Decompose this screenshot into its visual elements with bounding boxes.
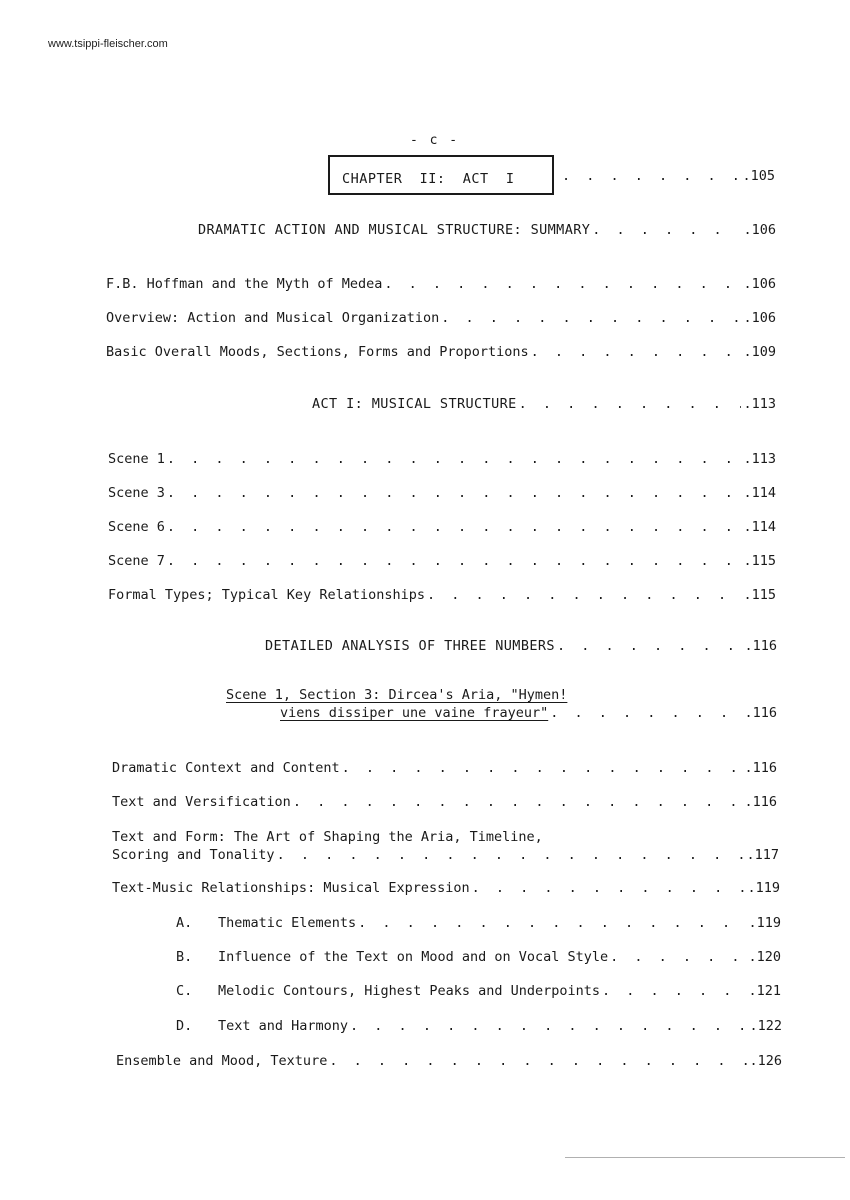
toc-entry bbox=[108, 587, 776, 603]
page-number: .119 bbox=[748, 915, 781, 931]
entry-label: Formal Types; Typical Key Relationships bbox=[108, 587, 425, 603]
toc-heading-aria bbox=[280, 705, 777, 721]
toc-subentry bbox=[176, 949, 781, 965]
entry-label: Overview: Action and Musical Organization bbox=[106, 310, 440, 326]
toc-heading-analysis bbox=[265, 638, 777, 654]
toc-entry bbox=[108, 553, 776, 569]
toc-subentry bbox=[176, 1018, 782, 1034]
toc-entry bbox=[112, 794, 777, 810]
toc-subentry bbox=[176, 983, 781, 999]
page-number: .122 bbox=[749, 1018, 782, 1034]
scan-edge-line bbox=[565, 1157, 845, 1158]
entry-label: F.B. Hoffman and the Myth of Medea bbox=[106, 276, 383, 292]
toc-entry-text-form bbox=[112, 847, 779, 863]
entry-label: Basic Overall Moods, Sections, Forms and Proportions bbox=[106, 344, 529, 360]
toc-entry bbox=[106, 310, 776, 326]
entry-label: Text and Versification bbox=[112, 794, 291, 810]
page-number: .113 bbox=[743, 396, 776, 412]
entry-label: Text and Harmony bbox=[218, 1018, 349, 1034]
toc-entry bbox=[106, 344, 776, 360]
toc-entry bbox=[112, 760, 777, 776]
toc-heading-structure bbox=[312, 396, 776, 412]
sub-letter: D. bbox=[176, 1018, 193, 1034]
page-number: .113 bbox=[743, 451, 776, 467]
dot-leader bbox=[472, 880, 746, 896]
page-number: .116 bbox=[744, 760, 777, 776]
website-url: www.tsippi-fleischer.com bbox=[48, 38, 168, 50]
dot-leader bbox=[167, 451, 742, 467]
entry-label: Text-Music Relationships: Musical Expression bbox=[112, 880, 470, 896]
page-number: .126 bbox=[749, 1053, 782, 1069]
page-number: .106 bbox=[743, 222, 776, 238]
sub-letter: C. bbox=[176, 983, 193, 999]
dot-leader bbox=[602, 983, 746, 999]
text-form-line1: Text and Form: The Art of Shaping the Aria, Timeline, bbox=[112, 829, 543, 845]
page-number: .116 bbox=[744, 794, 777, 810]
dot-leader bbox=[167, 519, 742, 535]
page-number: .121 bbox=[748, 983, 781, 999]
dot-leader bbox=[519, 396, 742, 412]
toc-entry bbox=[108, 485, 776, 501]
entry-label: Melodic Contours, Highest Peaks and Underpoints bbox=[218, 983, 601, 999]
dot-leader bbox=[441, 310, 741, 326]
dot-leader bbox=[350, 1018, 747, 1034]
entry-label: Scoring and Tonality bbox=[112, 847, 275, 863]
page-number: .106 bbox=[743, 276, 776, 292]
toc-entry bbox=[116, 1053, 782, 1069]
entry-label: Thematic Elements bbox=[218, 915, 357, 931]
page-marker: - c - bbox=[410, 133, 460, 148]
dot-leader bbox=[167, 553, 742, 569]
entry-label: Scene 3 bbox=[108, 485, 165, 501]
dot-leader bbox=[592, 222, 741, 238]
page-number: .114 bbox=[743, 485, 776, 501]
chapter-title-box bbox=[328, 155, 554, 195]
aria-heading-line1: Scene 1, Section 3: Dircea's Aria, "Hymen! bbox=[226, 687, 568, 703]
entry-label: Dramatic Context and Content bbox=[112, 760, 340, 776]
dot-leader bbox=[610, 949, 746, 965]
chapter-title: CHAPTER II: ACT I bbox=[342, 171, 515, 187]
page-number: .115 bbox=[743, 553, 776, 569]
dot-leader bbox=[358, 915, 746, 931]
page-number: .115 bbox=[743, 587, 776, 603]
page-number: .120 bbox=[748, 949, 781, 965]
page-number: .117 bbox=[746, 847, 779, 863]
heading-label: ACT I: MUSICAL STRUCTURE bbox=[312, 396, 517, 412]
page-number: .106 bbox=[743, 310, 776, 326]
heading-label: viens dissiper une vaine frayeur" bbox=[280, 705, 549, 721]
entry-label: Scene 1 bbox=[108, 451, 165, 467]
toc-heading-summary bbox=[198, 222, 776, 238]
dot-leader bbox=[384, 276, 741, 292]
dot-leader bbox=[550, 705, 742, 721]
sub-letter: A. bbox=[176, 915, 193, 931]
dot-leader bbox=[329, 1053, 747, 1069]
dot-leader bbox=[562, 168, 740, 184]
dot-leader bbox=[557, 638, 743, 654]
page-number: .109 bbox=[743, 344, 776, 360]
toc-entry bbox=[108, 519, 776, 535]
dot-leader bbox=[427, 587, 742, 603]
entry-label: Scene 7 bbox=[108, 553, 165, 569]
toc-subentry bbox=[176, 915, 781, 931]
dot-leader bbox=[531, 344, 742, 360]
page-number: .105 bbox=[742, 168, 775, 184]
entry-label: Influence of the Text on Mood and on Vocal Style bbox=[218, 949, 609, 965]
entry-label: Ensemble and Mood, Texture bbox=[116, 1053, 328, 1069]
sub-letter: B. bbox=[176, 949, 193, 965]
dot-leader bbox=[342, 760, 743, 776]
heading-label: DETAILED ANALYSIS OF THREE NUMBERS bbox=[265, 638, 555, 654]
page-number: .116 bbox=[744, 705, 777, 721]
toc-entry bbox=[112, 880, 780, 896]
page-number: .116 bbox=[744, 638, 777, 654]
dot-leader bbox=[277, 847, 745, 863]
chapter-entry bbox=[560, 168, 775, 184]
dot-leader bbox=[167, 485, 742, 501]
page-number: .114 bbox=[743, 519, 776, 535]
dot-leader bbox=[293, 794, 743, 810]
entry-label: Scene 6 bbox=[108, 519, 165, 535]
page-number: .119 bbox=[747, 880, 780, 896]
heading-label: DRAMATIC ACTION AND MUSICAL STRUCTURE: SUMMARY bbox=[198, 222, 591, 238]
toc-entry bbox=[106, 276, 776, 292]
toc-entry bbox=[108, 451, 776, 467]
